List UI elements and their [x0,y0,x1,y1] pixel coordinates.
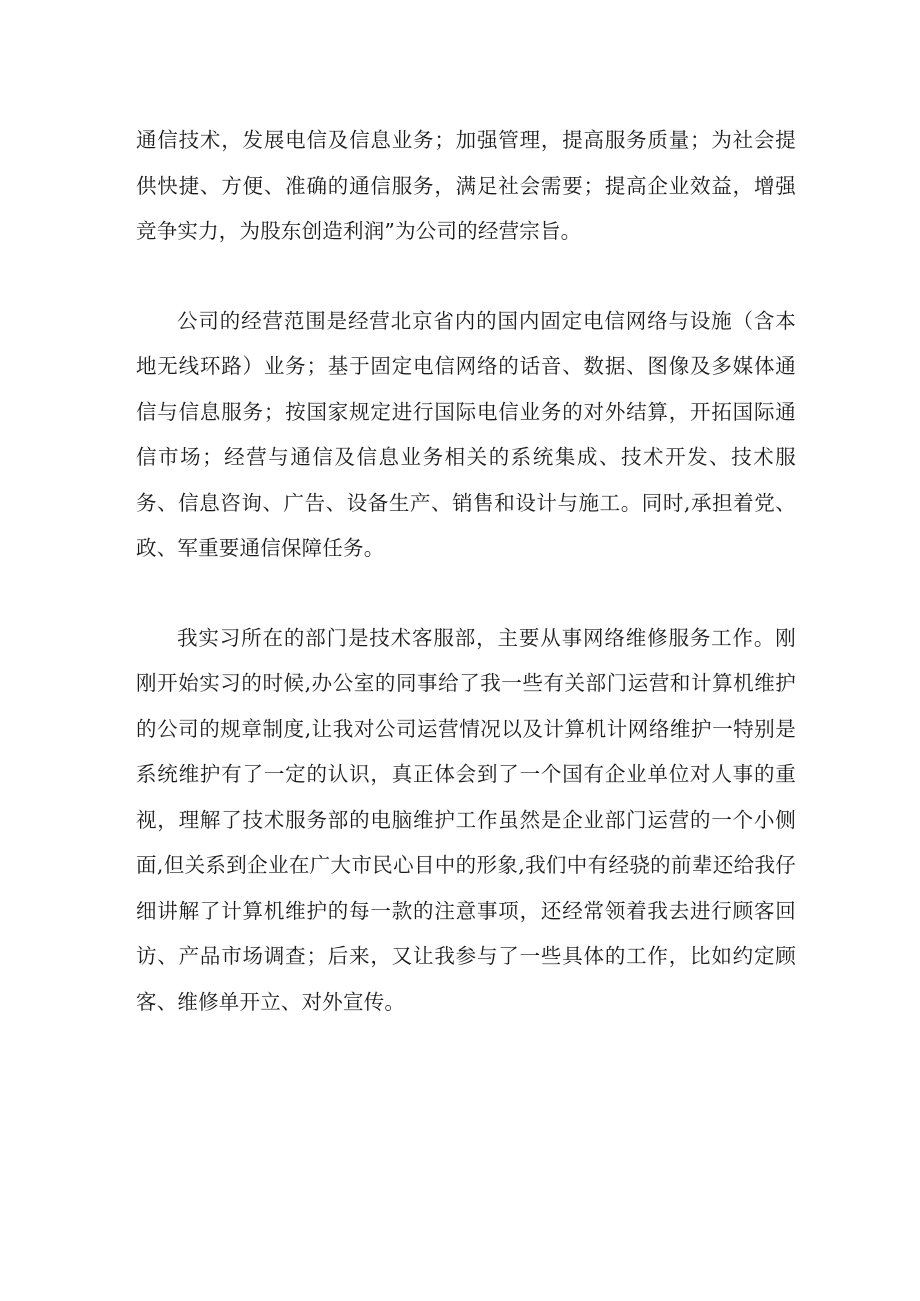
document-body [136,118,796,1025]
paragraph-1: 通信技术，发展电信及信息业务；加强管理，提高服务质量；为社会提供快捷、方便、准确的通信服务，满足社会需要；提高企业效益，增强竞争实力，为股东创造利润”为公司的经营宗旨。 [136,128,796,243]
paragraph-3: 我实习所在的部门是技术客服部，主要从事网络维修服务工作。刚刚开始实习的时候,办公室的同事给了我一些有关部门运营和计算机维护的公司的规章制度,让我对公司运营情况以及计算机计网络维护一特别是系统维护有了一定的认识，真正体会到了一个国有企业单位对人事的重视，理解了技术服务部的电脑维护工作虽然是企业部门运营的一个小侧面,但关系到企业在广大市民心目中的形象,我们中有经骁的前辈还给我仔细讲解了计算机维护的每一款的注意事项，还经常领着我去进行顾客回访、产品市场调查；后来，又让我参与了一些具体的工作，比如约定顾客、维修单开立、对外宣传。 [136,625,796,1014]
paragraph-2: 公司的经营范围是经营北京省内的国内固定电信网络与设施（含本地无线环路）业务；基于固定电信网络的话音、数据、图像及多媒体通信与信息服务；按国家规定进行国际电信业务的对外结算，开拓国际通信市场；经营与通信及信息业务相关的系统集成、技术开发、技术服务、信息咨询、广告、设备生产、销售和设计与施工。同时,承担着党、政、军重要通信保障任务。 [136,308,796,560]
